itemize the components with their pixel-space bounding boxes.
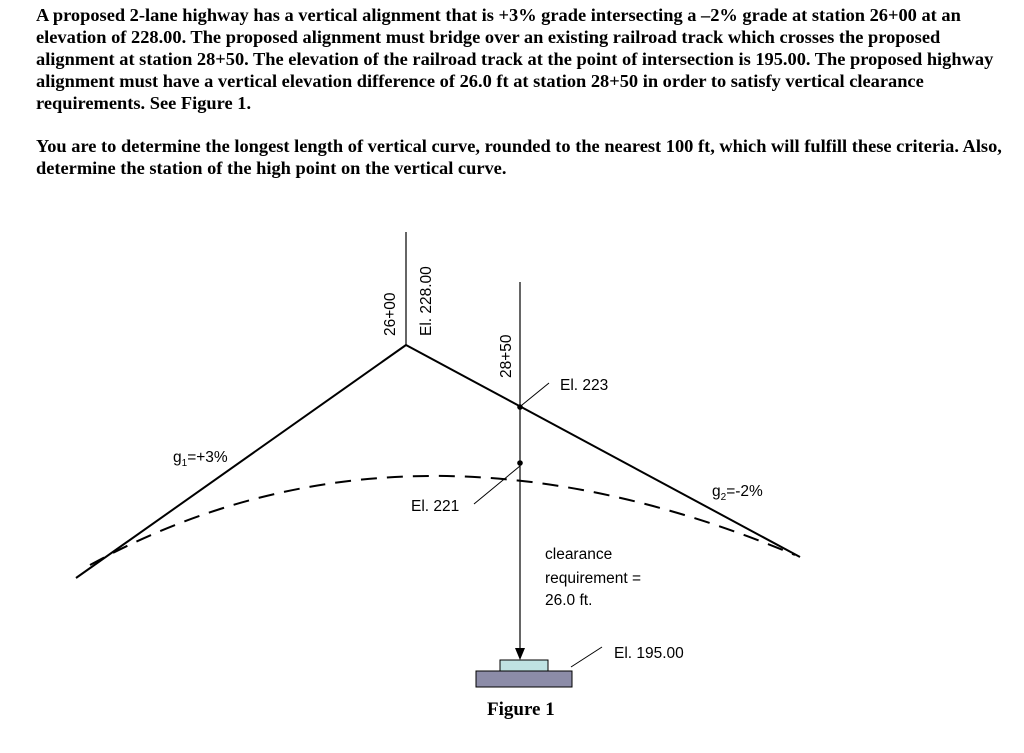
clearance-label-line-3: 26.0 ft.	[545, 592, 593, 609]
vertical-curve-dashed	[90, 476, 795, 565]
rr-station-label: 28+50	[498, 334, 515, 378]
clearance-label-line-2: requirement =	[545, 570, 642, 587]
grade-g2-label: $g_2=-2\%$	[712, 483, 763, 503]
clearance-arrowhead	[515, 648, 525, 660]
problem-paragraph-2: You are to determine the longest length of vertical curve, rounded to the nearest 100 ft, which will fulfill these criteria. Also, determine the station of the high point on the vertical curve.	[36, 136, 1002, 178]
railroad-base	[476, 671, 572, 687]
tangent-g1-line	[76, 345, 406, 578]
problem-paragraph-1: A proposed 2-lane highway has a vertical alignment that is +3% grade intersecting a –2% grade at station 26+00 at an elevation of 228.00. The proposed alignment must bridge over an existing railroad track which crosses the proposed alignment at station 28+50. The elevation of the railroad track at the point of intersection is 195.00. The proposed highway alignment must have a vertical elevation difference of 26.0 ft at station 28+50 in order to satisfy vertical clearance requirements. See Figure 1.	[36, 5, 994, 113]
clearance-label-line-1: clearance	[545, 546, 613, 563]
tangent-point	[517, 404, 523, 410]
curve-point	[517, 460, 523, 466]
figure-caption: Figure 1	[487, 699, 555, 720]
tangent-elevation-label: El. 223	[560, 377, 609, 394]
rail-elevation-label: El. 195.00	[614, 645, 684, 662]
pvi-station-label: 26+00	[382, 292, 399, 336]
leader-el-221	[474, 466, 520, 504]
grade-g1-label: $g_1=+3\%$	[173, 449, 228, 469]
pvi-elevation-label: El. 228.00	[418, 266, 435, 336]
leader-el-223	[522, 383, 549, 405]
railroad-rail	[500, 660, 548, 671]
leader-el-195	[571, 647, 602, 667]
curve-elevation-label: El. 221	[411, 498, 460, 515]
